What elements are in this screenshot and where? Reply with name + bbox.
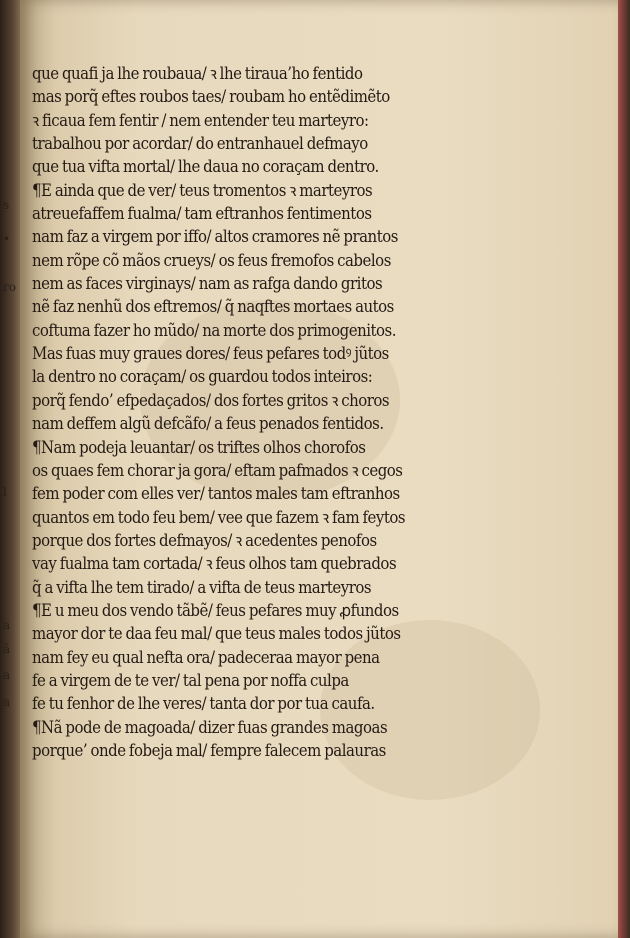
text-line: Mas fuas muy graues dores/ feus pefares todꝰ jũtos bbox=[32, 344, 389, 364]
margin-mark: a bbox=[3, 695, 11, 709]
text-line: quantos em todo feu bem/ vee que fazem ꝛ fam feytos bbox=[32, 507, 406, 527]
text-line: ¶Nam podeja leuantar/ os triftes olhos chorofos bbox=[32, 437, 366, 457]
text-line: q̃ a vifta lhe tem tirado/ a vifta de teus marteyros bbox=[32, 577, 372, 597]
left-margin-marks bbox=[0, 0, 20, 938]
text-line: mas porq̃ eftes roubos taes/ roubam ho entẽdimẽto bbox=[32, 87, 390, 107]
text-line: trabalhou por acordar/ do entranhauel defmayo bbox=[32, 134, 368, 154]
text-line: coftuma fazer ho mũdo/ na morte dos primogenitos. bbox=[32, 320, 396, 340]
text-line: fe tu fenhor de lhe veres/ tanta dor por tua caufa. bbox=[32, 694, 375, 714]
text-line: que tua vifta mortal/ lhe daua no coraçam dentro. bbox=[32, 157, 379, 177]
text-line: nem rõpe cõ mãos crueys/ os feus fremofos cabelos bbox=[32, 250, 391, 270]
margin-mark: ro bbox=[3, 280, 16, 294]
text-line: ꝛ ficaua fem fentir / nem entender teu marteyro: bbox=[32, 110, 369, 130]
text-line: ¶E ainda que de ver/ teus tromentos ꝛ marteyros bbox=[32, 180, 373, 200]
text-line: vay fualma tam cortada/ ꝛ feus olhos tam quebrados bbox=[32, 554, 397, 574]
text-line: fe a virgem de te ver/ tal pena por noffa culpa bbox=[32, 670, 349, 690]
text-line: nẽ faz nenhũ dos eftremos/ q̃ naqftes mortaes autos bbox=[32, 297, 394, 317]
text-line: nam deffem algũ defcãfo/ a feus penados fentidos. bbox=[32, 414, 384, 434]
text-line: atreuefaffem fualma/ tam eftranhos fentimentos bbox=[32, 204, 372, 224]
text-line: porq̃ fendo’ efpedaçados/ dos fortes gritos ꝛ choros bbox=[32, 390, 390, 410]
text-line: porque’ onde fobeja mal/ fempre falecem palauras bbox=[32, 740, 386, 760]
text-line: ¶E u meu dos vendo tãbẽ/ feus pefares muy ꝓfundos bbox=[32, 600, 399, 620]
margin-mark: ã bbox=[3, 642, 11, 656]
text-line: porque dos fortes defmayos/ ꝛ acedentes penofos bbox=[32, 530, 377, 550]
margin-mark: • bbox=[3, 232, 11, 246]
margin-mark: a bbox=[3, 668, 11, 682]
text-line: ¶Nã pode de magoada/ dizer fuas grandes magoas bbox=[32, 717, 388, 737]
text-line: mayor dor te daa feu mal/ que teus males todos jũtos bbox=[32, 624, 401, 644]
text-line: os quaes fem chorar ja gora/ eftam pafmados ꝛ cegos bbox=[32, 460, 403, 480]
text-line: la dentro no coraçam/ os guardou todos inteiros: bbox=[32, 367, 373, 387]
margin-mark: l bbox=[3, 485, 7, 499]
margin-mark: a bbox=[3, 618, 11, 632]
text-line: nam faz a virgem por iffo/ altos cramores nẽ prantos bbox=[32, 227, 398, 247]
text-line: fem poder com elles ver/ tantos males tam eftranhos bbox=[32, 484, 400, 504]
text-line: nam fey eu qual nefta ora/ padeceraa mayor pena bbox=[32, 647, 380, 667]
text-line: que quafi ja lhe roubaua/ ꝛ lhe tiraua’ho fentido bbox=[32, 64, 363, 83]
page-text bbox=[32, 62, 592, 762]
margin-mark: s bbox=[3, 198, 10, 212]
text-line: nem as faces virginays/ nam as rafga dando gritos bbox=[32, 274, 383, 294]
page-edge bbox=[618, 0, 630, 938]
